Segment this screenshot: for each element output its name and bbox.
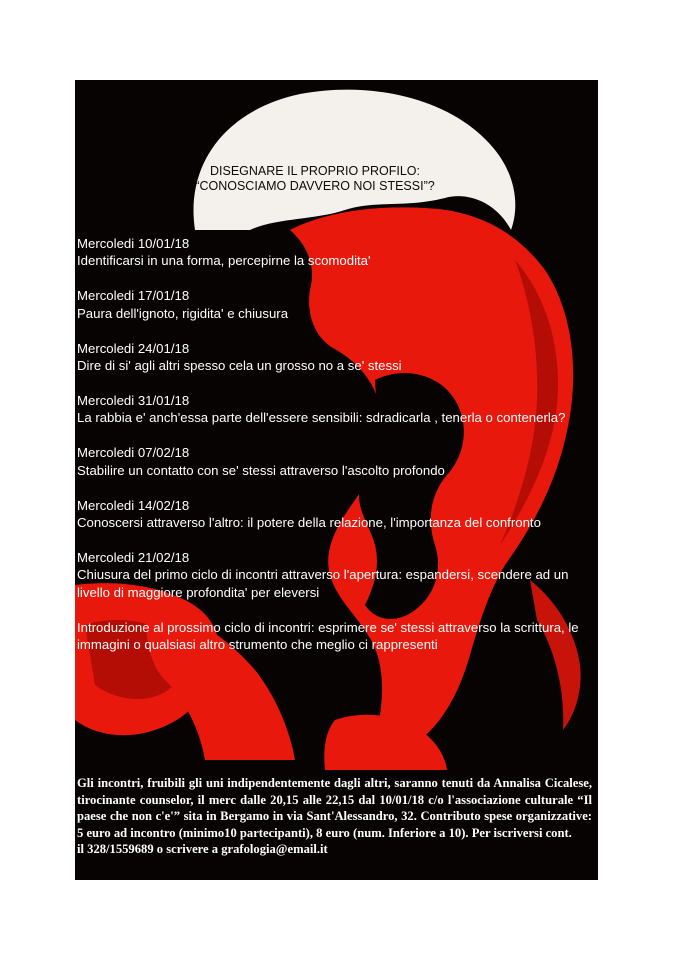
title-line-2: “CONOSCIAMO DAVVERO NOI STESSI”? [195,179,435,193]
poster [75,80,598,880]
session-date: Mercoledi 21/02/18 [77,549,190,565]
session-topic: Dire di si' agli altri spesso cela un grosso no a se' stessi [77,358,402,374]
session-date: Mercoledi 14/02/18 [77,497,190,513]
contact-line: il 328/1559689 o scrivere a grafologia@email.it [77,842,328,857]
session-topic: La rabbia e' anch'essa parte dell'essere sensibili: sdradicarla , tenerla o contenerla? [77,410,566,426]
session-item [77,549,592,601]
session-item [77,340,592,375]
next-cycle-intro: Introduzione al prossimo ciclo di incontri: esprimere se' stessi attraverso la scrittura, le immagini o qualsiasi altro strumento che meglio ci rappresenti [77,619,579,652]
session-item [77,235,592,270]
session-date: Mercoledi 31/01/18 [77,392,190,408]
session-date: Mercoledi 17/01/18 [77,288,190,304]
session-date: Mercoledi 07/02/18 [77,445,190,461]
details-paragraph: Gli incontri, fruibili gli uni indipendentemente dagli altri, saranno tenuti da Annalisa Cicalese, tirocinante counselor, il merc dalle 20,15 alle 22,15 dal 10/01/18 c/o l'associazione culturale “Il paese che non c'e'” sita in Bergamo in via Sant'Alessandro, 32. Contributo spese organizzative: 5 euro ad incontro (minimo10 partecipanti), 8 euro (num. Inferiore a 10). Per iscriversi cont. [77,776,592,840]
page-title [155,164,475,194]
session-topic: Identificarsi in una forma, percepirne la scomodita' [77,253,371,269]
session-topic: Stabilire un contatto con se' stessi attraverso l'ascolto profondo [77,462,445,478]
session-date: Mercoledi 24/01/18 [77,340,190,356]
title-line-1: DISEGNARE IL PROPRIO PROFILO: [210,164,420,178]
session-item [77,287,592,322]
session-item [77,497,592,532]
session-item [77,392,592,427]
session-item [77,444,592,479]
session-topic: Chiusura del primo ciclo di incontri attraverso l'apertura: espandersi, scendere ad un livello di maggiore profondita' per eleversi [77,567,569,600]
session-list [77,235,592,653]
event-details [77,775,592,858]
session-topic: Conoscersi attraverso l'altro: il potere della relazione, l'importanza del confronto [77,514,541,530]
session-topic: Paura dell'ignoto, rigidita' e chiusura [77,305,289,321]
session-date: Mercoledi 10/01/18 [77,236,190,251]
